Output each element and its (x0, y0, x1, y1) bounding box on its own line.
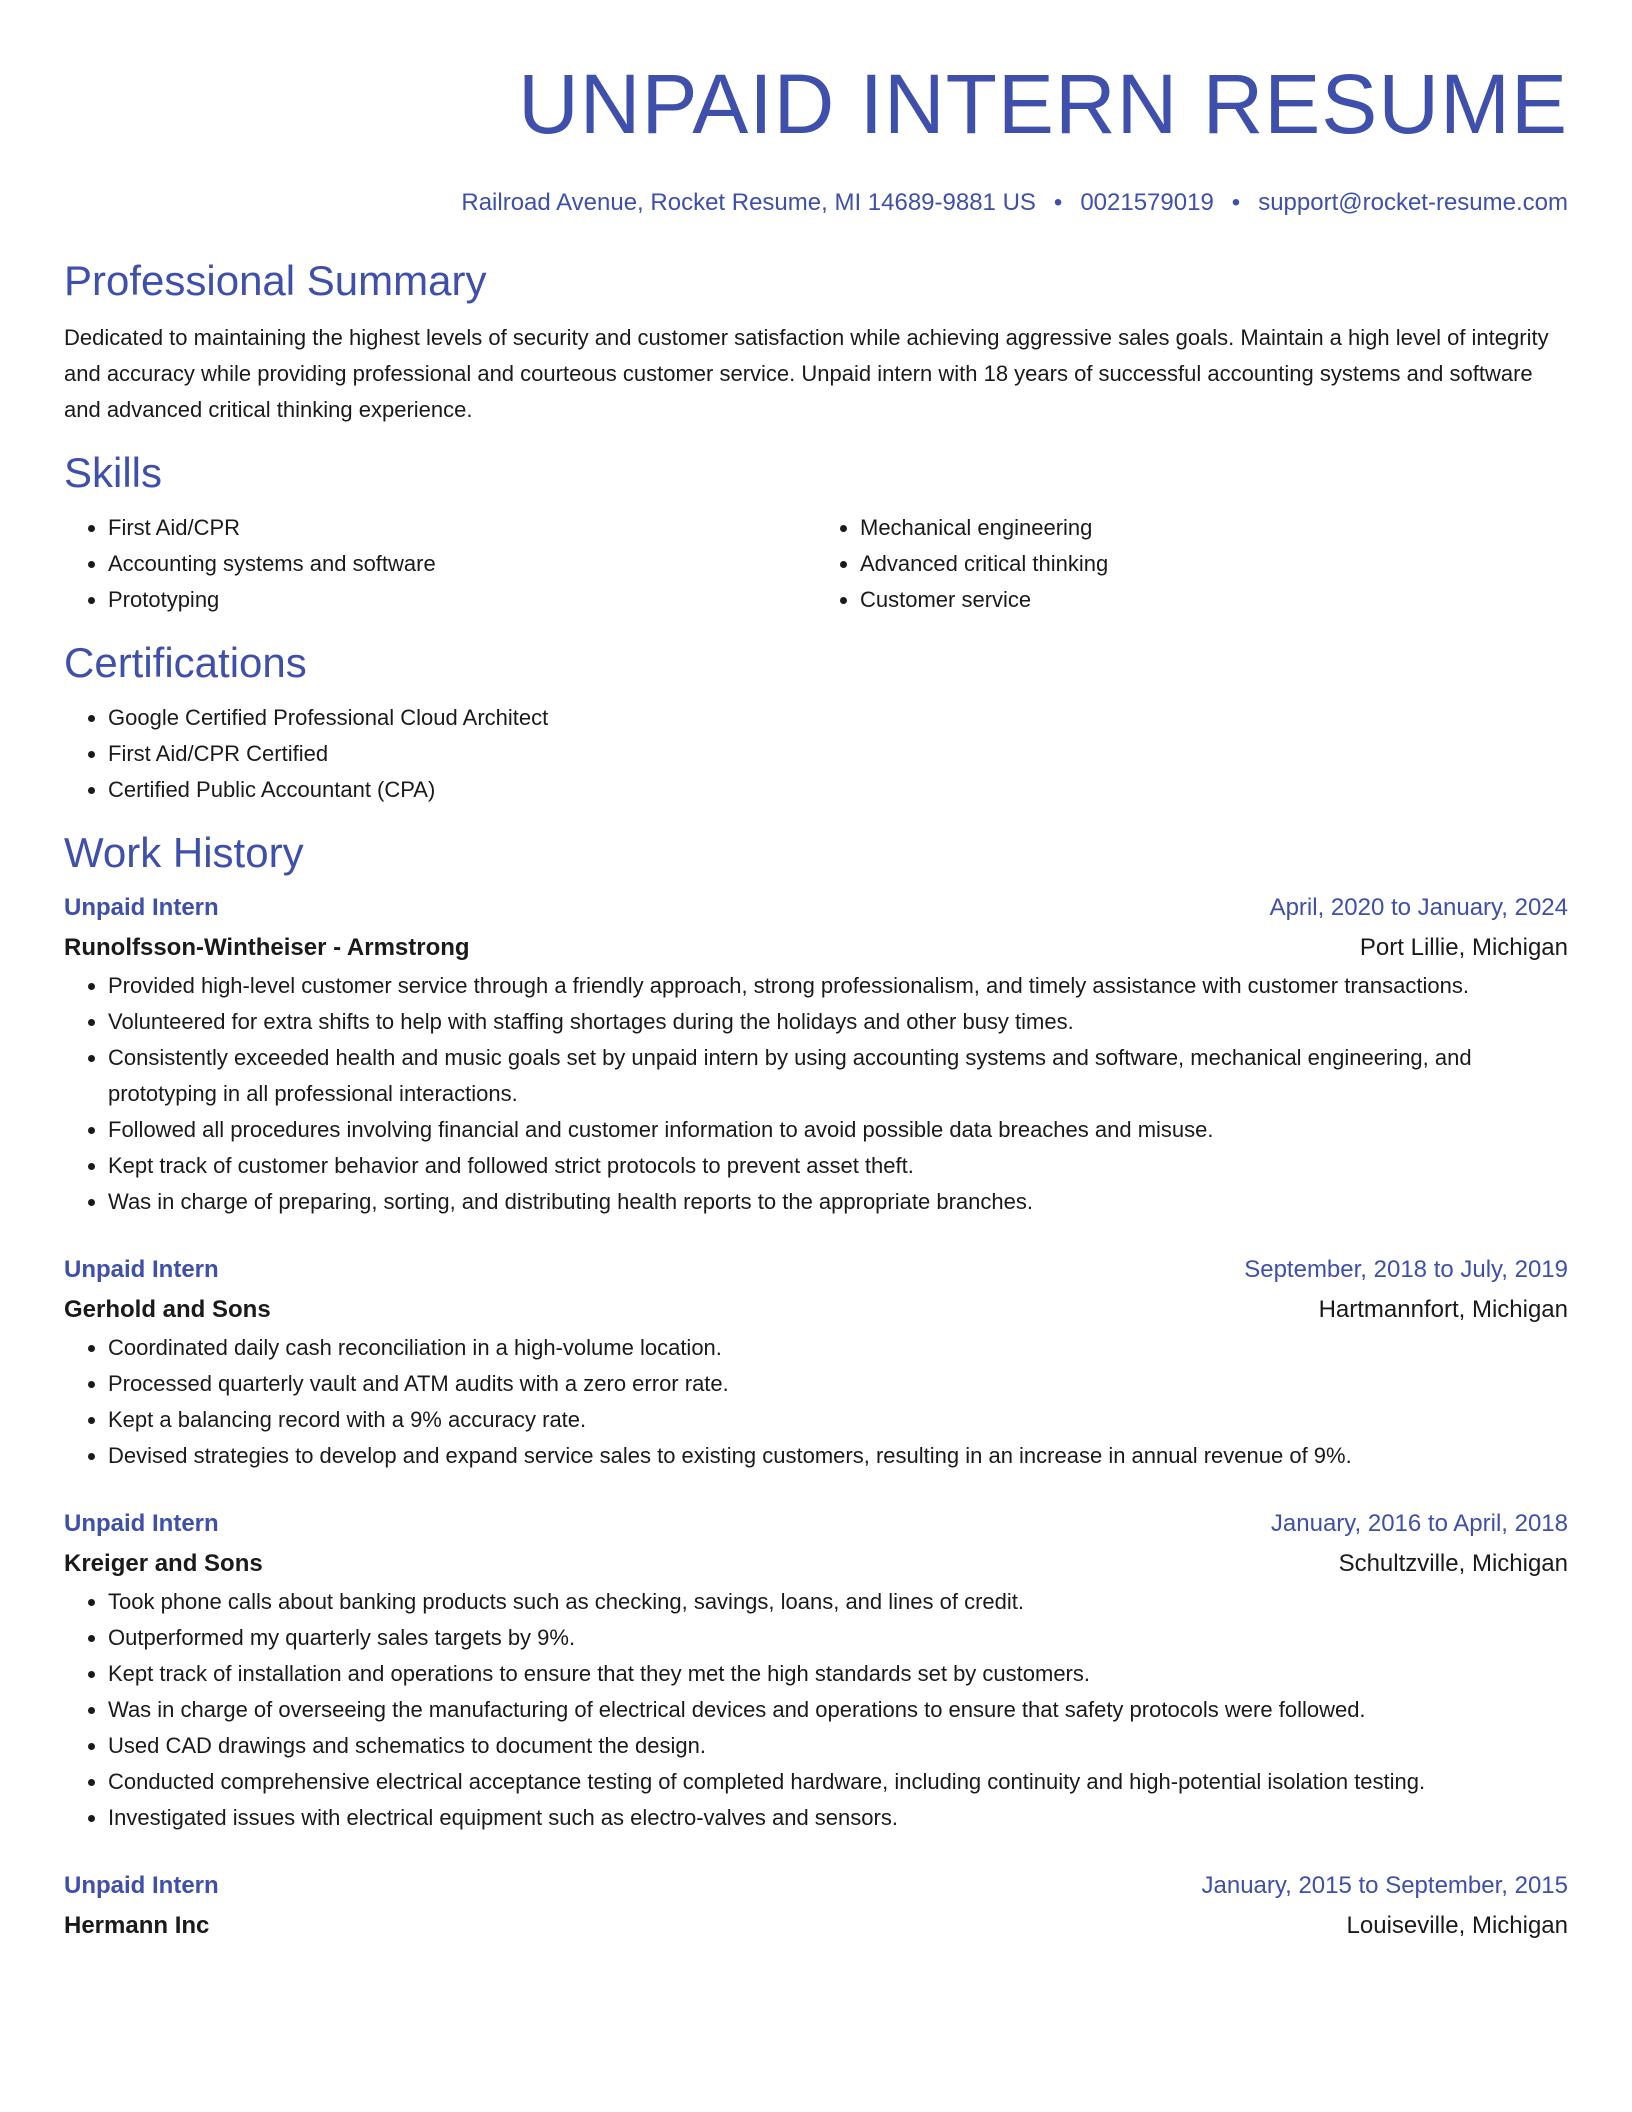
job-bullet: • Coordinated daily cash reconciliation in a high-volume location. (108, 1330, 1568, 1366)
job-dates: September, 2018 to July, 2019 (1244, 1256, 1568, 1283)
certifications-list (64, 700, 1568, 808)
skills-list-left (64, 510, 816, 618)
certification-item: • First Aid/CPR Certified (108, 736, 1568, 772)
resume-title: UNPAID INTERN RESUME (518, 57, 1568, 151)
job-location: Port Lillie, Michigan (1359, 934, 1568, 961)
job-bullet: • Kept a balancing record with a 9% accuracy rate. (108, 1402, 1568, 1438)
certifications-heading: Certifications (64, 639, 307, 686)
job-bullets (64, 1330, 1568, 1474)
job-location: Louiseville, Michigan (1346, 1912, 1568, 1939)
job-bullet: • Provided high-level customer service through a friendly approach, strong professionalism, and timely assistance with customer transactions. (108, 968, 1568, 1004)
skill-item: • Accounting systems and software (108, 546, 816, 582)
skill-item: • Mechanical engineering (860, 510, 1568, 546)
job-bullet: • Followed all procedures involving financial and customer information to avoid possible data breaches and misuse. (108, 1112, 1568, 1148)
job-bullet: • Used CAD drawings and schematics to document the design. (108, 1728, 1568, 1764)
job-title: Unpaid Intern (64, 1510, 219, 1537)
job-bullet: • Was in charge of overseeing the manufacturing of electrical devices and operations to ensure that safety protocols were followed. (108, 1692, 1568, 1728)
certification-item: • Google Certified Professional Cloud Architect (108, 700, 1568, 736)
skill-item: • First Aid/CPR (108, 510, 816, 546)
resume-page (64, 0, 1568, 1946)
contact-separator: • (1053, 189, 1063, 216)
job-bullets (64, 968, 1568, 1220)
job-bullet: • Conducted comprehensive electrical acceptance testing of completed hardware, including continuity and high-potential isolation testing. (108, 1764, 1568, 1800)
contact-address: Railroad Avenue, Rocket Resume, MI 14689-9881 US (461, 189, 1036, 216)
job-dates: April, 2020 to January, 2024 (1269, 894, 1568, 921)
job-company-row (64, 1906, 1568, 1946)
job-location: Hartmannfort, Michigan (1318, 1296, 1568, 1323)
job-entry (64, 1504, 1568, 1836)
job-title: Unpaid Intern (64, 1256, 219, 1283)
job-dates: January, 2015 to September, 2015 (1201, 1872, 1568, 1899)
skills-grid (64, 510, 1568, 618)
job-company: Gerhold and Sons (64, 1296, 271, 1323)
job-title: Unpaid Intern (64, 1872, 219, 1899)
job-bullet: • Took phone calls about banking products such as checking, savings, loans, and lines of credit. (108, 1584, 1568, 1620)
job-header-row (64, 1504, 1568, 1544)
certification-item: • Certified Public Accountant (CPA) (108, 772, 1568, 808)
job-company-row (64, 1290, 1568, 1330)
summary-heading: Professional Summary (64, 257, 487, 304)
contact-line (64, 188, 1568, 218)
work-history-heading: Work History (64, 829, 304, 876)
contact-email[interactable]: support@rocket-resume.com (1258, 189, 1568, 216)
skill-item: • Prototyping (108, 582, 816, 618)
job-bullet: • Consistently exceeded health and music goals set by unpaid intern by using accounting systems and software, mechanical engineering, and prototyping in all professional interactions. (108, 1040, 1568, 1112)
job-bullet: • Outperformed my quarterly sales targets by 9%. (108, 1620, 1568, 1656)
skill-item: • Customer service (860, 582, 1568, 618)
contact-phone: 0021579019 (1080, 189, 1214, 216)
job-bullets (64, 1584, 1568, 1836)
job-header-row (64, 1866, 1568, 1906)
job-header-row (64, 888, 1568, 928)
job-bullet: • Kept track of installation and operations to ensure that they met the high standards set by customers. (108, 1656, 1568, 1692)
job-entry (64, 1866, 1568, 1946)
job-bullet: • Was in charge of preparing, sorting, and distributing health reports to the appropriate branches. (108, 1184, 1568, 1220)
job-bullet: • Devised strategies to develop and expand service sales to existing customers, resulting in an increase in annual revenue of 9%. (108, 1438, 1568, 1474)
job-company-row (64, 1544, 1568, 1584)
job-title: Unpaid Intern (64, 894, 219, 921)
summary-text: Dedicated to maintaining the highest levels of security and customer satisfaction while achieving aggressive sales goals. Maintain a high level of integrity and accuracy while providing professional and courteous customer service. Unpaid intern with 18 years of successful accounting systems and software and advanced critical thinking experience. (64, 325, 1549, 422)
contact-separator: • (1231, 189, 1241, 216)
skills-list-right (816, 510, 1568, 618)
job-entry (64, 1250, 1568, 1474)
skills-heading: Skills (64, 449, 163, 496)
job-dates: January, 2016 to April, 2018 (1270, 1510, 1568, 1537)
job-bullet: • Processed quarterly vault and ATM audits with a zero error rate. (108, 1366, 1568, 1402)
job-location: Schultzville, Michigan (1338, 1550, 1568, 1577)
job-bullet: • Volunteered for extra shifts to help with staffing shortages during the holidays and other busy times. (108, 1004, 1568, 1040)
skill-item: • Advanced critical thinking (860, 546, 1568, 582)
job-bullet: • Investigated issues with electrical equipment such as electro-valves and sensors. (108, 1800, 1568, 1836)
job-company: Runolfsson-Wintheiser - Armstrong (64, 934, 470, 961)
job-company: Hermann Inc (64, 1912, 210, 1939)
job-header-row (64, 1250, 1568, 1290)
job-company: Kreiger and Sons (64, 1550, 263, 1577)
job-company-row (64, 928, 1568, 968)
job-entry (64, 888, 1568, 1220)
job-bullet: • Kept track of customer behavior and followed strict protocols to prevent asset theft. (108, 1148, 1568, 1184)
